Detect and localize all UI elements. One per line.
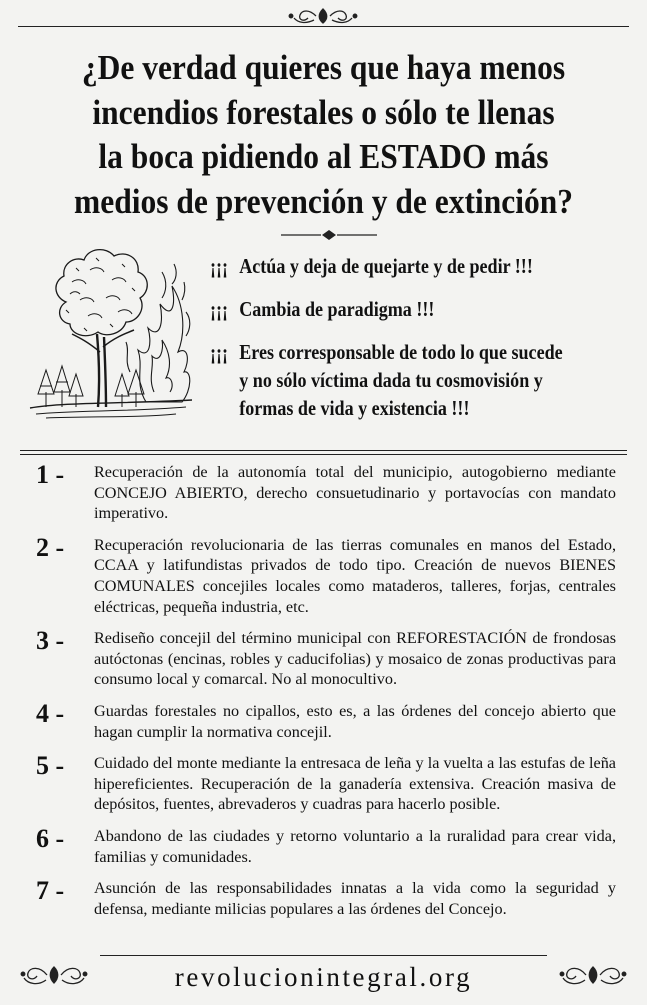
- points-list: [36, 462, 616, 930]
- exclamation-mark: ¡¡¡: [210, 297, 229, 321]
- double-rule: [20, 450, 627, 455]
- diamond-divider-icon: [281, 229, 377, 241]
- slogan-text: Actúa y deja de quejarte y de pedir !!!: [239, 254, 533, 278]
- slogan-text: formas de vida y existencia !!!: [239, 396, 470, 420]
- list-item: [36, 462, 616, 524]
- headline-line: medios de prevención y de extinción?: [73, 181, 574, 221]
- website-link[interactable]: revolucionintegral.org: [174, 962, 473, 992]
- point-text: Recuperación revolucionaria de las tierras comunales en manos del Estado, CCAA y latifundistas privados de todo tipo. Creación de nuevos BIENES COMUNALES concejiles locales como mataderos, talleres, forjas, centrales eléctricas, pequeña industria, etc.: [94, 535, 616, 616]
- bottom-rule: [100, 955, 547, 956]
- headline-line: ¿De verdad quieres que haya menos: [81, 48, 566, 87]
- headline-line: la boca pidiendo al ESTADO más: [98, 137, 549, 176]
- point-text: Rediseño concejil del término municipal con REFORESTACIÓN de frondosas autóctonas (encinas, robles y caducifolias) y mosaico de zonas productivas para consumo local y comarcal. No al monocultivo.: [94, 629, 616, 689]
- slogan-item: [210, 338, 588, 422]
- slogan-text: Cambia de paradigma !!!: [239, 297, 435, 321]
- point-number: 3 -: [36, 626, 65, 656]
- slogans-list: [210, 252, 588, 437]
- list-item: [36, 532, 616, 617]
- list-item: [36, 628, 616, 690]
- point-text: Recuperación de la autonomía total del municipio, autogobierno mediante CONCEJO ABIERTO, derecho consuetudinario y portavocías con mandato imperativo.: [94, 463, 616, 523]
- point-number: 4 -: [36, 698, 65, 728]
- slogan-text: y no sólo víctima dada tu cosmovisión y: [239, 368, 543, 392]
- exclamation-mark: ¡¡¡: [210, 254, 229, 278]
- point-number: 7 -: [36, 876, 65, 906]
- exclamation-mark: ¡¡¡: [210, 340, 229, 364]
- slogan-item: [210, 252, 588, 280]
- point-text: Asunción de las responsabilidades innatas a la vida como la seguridad y defensa, mediante milicias populares a las órdenes del Concejo.: [94, 879, 616, 918]
- top-rule: [18, 26, 629, 27]
- floral-ornament-icon: [20, 962, 88, 988]
- point-number: 5 -: [36, 751, 65, 781]
- point-number: 6 -: [36, 823, 65, 853]
- headline-line: incendios forestales o sólo te llenas: [92, 92, 555, 132]
- list-item: [36, 698, 616, 742]
- point-number: 1 -: [36, 460, 65, 489]
- tree-fire-illustration: [26, 242, 196, 422]
- slogan-item: [210, 295, 588, 323]
- list-item: [36, 878, 616, 919]
- point-text: Cuidado del monte mediante la entresaca de leña y la vuelta a las estufas de leña hipereficientes. Recuperación de la ganadería extensiva. Creación masiva de depósitos, fuentes, abrevaderos y cuadras para hacerlo posible.: [94, 754, 616, 814]
- point-number: 2 -: [36, 532, 65, 562]
- headline: [50, 46, 596, 224]
- point-text: Abandono de las ciudades y retorno voluntario a la ruralidad para crear vida, familias y comunidades.: [94, 826, 616, 866]
- floral-ornament-icon: [559, 962, 627, 988]
- floral-ornament-icon: [0, 6, 647, 26]
- point-text: Guardas forestales no cipallos, esto es, a las órdenes del concejo abierto que hagan cumplir la normativa concejil.: [94, 701, 616, 741]
- list-item: [36, 753, 616, 815]
- slogan-text: Eres corresponsable de todo lo que sucede: [239, 340, 563, 364]
- list-item: [36, 823, 616, 867]
